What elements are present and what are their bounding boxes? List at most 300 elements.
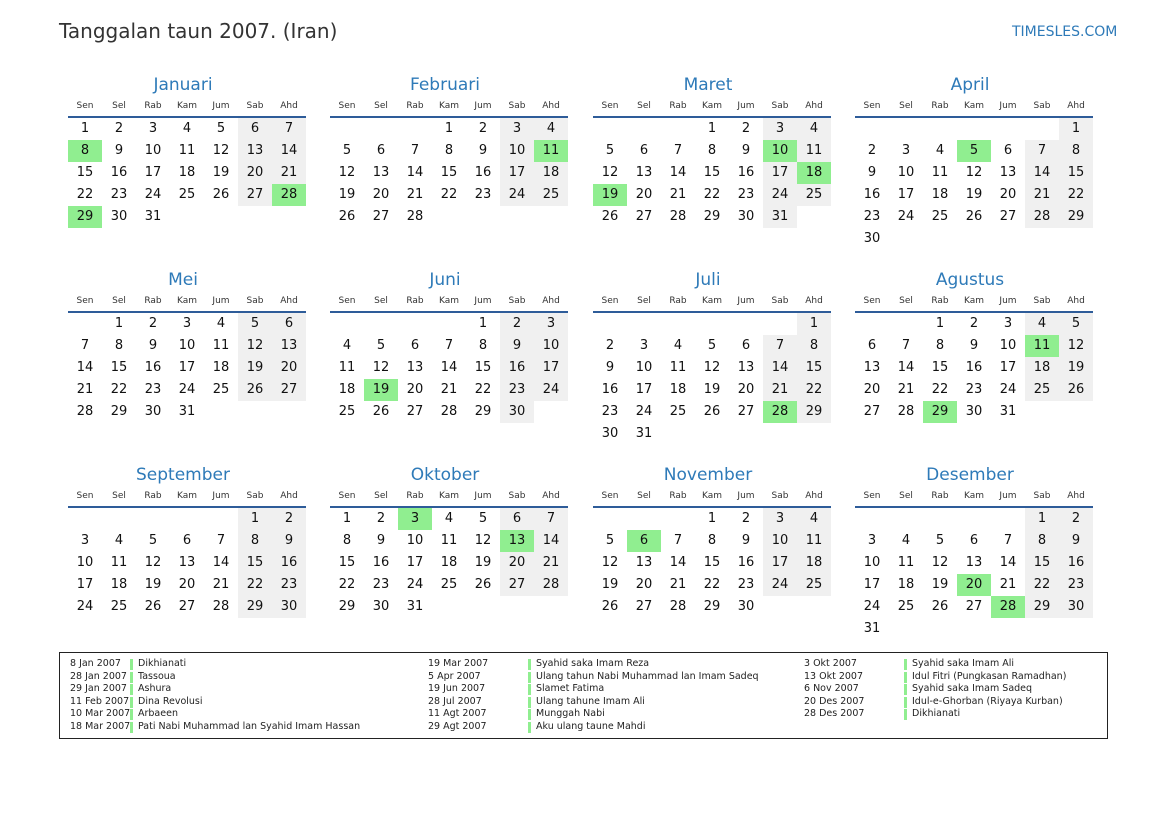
weekday-label: Rab [144,101,162,111]
holiday-date: 8 Jan 2007 [70,658,121,669]
holiday-day-cell: 13 [500,530,534,552]
day-cell: 25 [110,599,128,614]
day-cell: 3 [534,313,568,335]
day-cell: 13 [238,140,272,162]
holiday-day-cell: 11 [1025,335,1059,357]
day-cell: 4 [342,338,352,353]
weekday-label: Sel [374,491,388,501]
holiday-date: 29 Agt 2007 [428,720,487,732]
day-cell: 28 [534,574,568,596]
day-cell: 23 [863,209,881,224]
holiday-date: 10 Mar 2007 [70,708,131,719]
day-cell: 8 [935,338,945,353]
holiday-day-cell: 5 [957,140,991,162]
weekday-label: Kam [963,491,985,501]
day-grid [855,118,1093,250]
day-cell: 24 [178,382,196,397]
day-cell: 10 [763,530,797,552]
holiday-column [428,658,759,733]
weekday-header [593,489,831,508]
empty-cell [272,206,306,228]
day-cell: 30 [372,599,390,614]
empty-cell [797,206,831,228]
day-cell: 16 [500,357,534,379]
week-row [593,596,831,618]
day-cell: 26 [338,209,356,224]
day-cell: 17 [763,162,797,184]
week-row [68,313,306,335]
holiday-name: Ulang tahun Nabi Muhammad lan Imam Sadeq [536,670,759,682]
weekday-label: Sel [112,296,126,306]
day-cell: 1 [478,316,488,331]
day-cell: 17 [897,187,915,202]
day-cell: 27 [737,404,755,419]
holiday-day-cell: 3 [398,508,432,530]
day-cell: 29 [1059,206,1093,228]
day-cell: 27 [272,379,306,401]
week-row [68,206,306,228]
weekday-label: Sen [338,491,356,501]
weekday-label: Rab [406,491,424,501]
day-cell: 1 [707,511,717,526]
week-row [593,118,831,140]
day-cell: 27 [500,574,534,596]
empty-cell [957,228,991,250]
day-cell: 14 [406,165,424,180]
day-cell: 26 [703,404,721,419]
weekday-label: Sab [1033,101,1051,111]
holiday-name: Idul Fitri (Pungkasan Ramadhan) [912,670,1067,682]
holiday-marker [904,697,907,708]
day-cell: 15 [474,360,492,375]
day-cell: 27 [372,209,390,224]
week-row [68,140,306,162]
day-cell: 11 [931,165,949,180]
holiday-name: Dikhianati [138,658,187,669]
empty-cell [204,508,238,530]
day-cell: 23 [1059,574,1093,596]
empty-cell [923,228,957,250]
holiday-marker [528,659,531,670]
day-cell: 14 [999,555,1017,570]
holiday-name: Idul-e-Ghorban (Riyaya Kurban) [912,695,1063,707]
empty-cell [855,118,889,140]
day-cell: 28 [212,599,230,614]
day-cell: 9 [500,335,534,357]
day-cell: 3 [639,338,649,353]
day-cell: 5 [605,533,615,548]
holiday-date: 11 Agt 2007 [428,708,487,719]
week-row [330,313,568,335]
day-cell: 19 [238,357,272,379]
day-cell: 9 [867,165,877,180]
day-cell: 8 [707,143,717,158]
week-row [330,162,568,184]
day-cell: 21 [272,162,306,184]
day-cell: 24 [897,209,915,224]
weekday-header [855,99,1093,118]
weekday-label: Sen [338,101,356,111]
weekday-label: Kam [963,296,985,306]
weekday-label: Sel [899,491,913,501]
day-cell: 14 [440,360,458,375]
week-row [855,228,1093,250]
day-grid [68,508,306,618]
day-cell: 6 [272,313,306,335]
weekday-label: Rab [406,296,424,306]
day-cell: 13 [372,165,390,180]
day-cell: 16 [474,165,492,180]
holiday-column [70,658,360,733]
holiday-marker [528,697,531,708]
weekday-label: Ahd [805,101,823,111]
day-cell: 7 [1025,140,1059,162]
day-cell: 20 [178,577,196,592]
holiday-day-cell: 28 [991,596,1025,618]
day-cell: 19 [601,577,619,592]
day-cell: 30 [737,209,755,224]
holiday-day-cell: 11 [534,140,568,162]
day-cell: 27 [863,404,881,419]
day-cell: 15 [703,555,721,570]
weekday-label: Ahd [805,296,823,306]
day-cell: 22 [1025,574,1059,596]
week-row [68,574,306,596]
day-cell: 5 [605,143,615,158]
empty-cell [1025,401,1059,423]
day-cell: 24 [144,187,162,202]
day-cell: 10 [534,335,568,357]
day-cell: 17 [500,162,534,184]
week-row [855,379,1093,401]
empty-cell [534,206,568,228]
day-cell: 18 [440,555,458,570]
day-cell: 18 [338,382,356,397]
empty-cell [432,596,466,618]
day-cell: 22 [703,187,721,202]
day-cell: 26 [238,379,272,401]
day-cell: 31 [406,599,424,614]
empty-cell [889,228,923,250]
week-row [593,508,831,530]
weekday-label: Jum [474,491,492,501]
day-cell: 16 [863,187,881,202]
day-cell: 17 [76,577,94,592]
weekday-header [68,489,306,508]
empty-cell [238,206,272,228]
weekday-label: Sen [863,491,881,501]
day-cell: 12 [338,165,356,180]
empty-cell [855,313,889,335]
day-cell: 4 [673,338,683,353]
day-cell: 23 [500,379,534,401]
empty-cell [204,206,238,228]
day-cell: 15 [238,552,272,574]
empty-cell [957,118,991,140]
holiday-day-cell: 19 [593,184,627,206]
holiday-name: Dina Revolusi [138,695,203,707]
empty-cell [204,401,238,423]
week-row [855,618,1093,640]
weekday-label: Sen [601,491,619,501]
day-cell: 18 [534,162,568,184]
day-cell: 27 [635,599,653,614]
weekday-label: Sen [76,296,94,306]
empty-cell [102,508,136,530]
day-cell: 25 [338,404,356,419]
weekday-header [593,99,831,118]
weekday-label: Ahd [542,296,560,306]
day-cell: 1 [935,316,945,331]
day-cell: 5 [707,338,717,353]
holiday-entry [804,658,1066,671]
holiday-marker [904,672,907,683]
day-cell: 9 [1059,530,1093,552]
weekday-label: Sen [601,101,619,111]
weekday-label: Kam [701,491,723,501]
day-cell: 16 [372,555,390,570]
day-cell: 23 [965,382,983,397]
day-cell: 21 [76,382,94,397]
month-title: September [136,465,230,485]
day-cell: 2 [1059,508,1093,530]
empty-cell [238,401,272,423]
day-cell: 7 [80,338,90,353]
week-row [855,596,1093,618]
week-row [68,508,306,530]
day-cell: 23 [144,382,162,397]
month-title: Februari [410,75,480,95]
weekday-label: Sen [76,101,94,111]
empty-cell [695,313,729,335]
day-cell: 4 [114,533,124,548]
day-cell: 14 [669,555,687,570]
day-cell: 22 [238,574,272,596]
site-link[interactable]: TIMESLES.COM [1012,24,1118,40]
week-row [593,401,831,423]
day-cell: 10 [406,533,424,548]
day-cell: 19 [474,555,492,570]
day-cell: 10 [897,165,915,180]
day-cell: 30 [965,404,983,419]
day-cell: 23 [110,187,128,202]
holiday-day-cell: 28 [763,401,797,423]
day-cell: 14 [1025,162,1059,184]
day-cell: 26 [965,209,983,224]
day-cell: 4 [182,121,192,136]
empty-cell [500,206,534,228]
day-cell: 23 [474,187,492,202]
week-row [330,357,568,379]
empty-cell [398,313,432,335]
weekday-label: Jum [212,491,230,501]
empty-cell [957,508,991,530]
holiday-entry [804,696,1066,709]
day-cell: 7 [673,533,683,548]
day-cell: 11 [212,338,230,353]
day-cell: 28 [406,209,424,224]
day-cell: 21 [897,382,915,397]
day-cell: 1 [797,313,831,335]
day-cell: 23 [737,577,755,592]
day-cell: 25 [212,382,230,397]
day-cell: 12 [601,555,619,570]
holiday-name: Syahid saka Imam Reza [536,658,650,669]
day-cell: 18 [669,382,687,397]
empty-cell [661,423,695,445]
day-cell: 3 [500,118,534,140]
day-cell: 29 [338,599,356,614]
empty-cell [729,313,763,335]
day-grid [855,313,1093,423]
weekday-header [68,99,306,118]
empty-cell [957,618,991,640]
day-cell: 16 [737,555,755,570]
day-cell: 6 [182,533,192,548]
day-cell: 27 [238,184,272,206]
day-cell: 27 [406,404,424,419]
day-cell: 21 [999,577,1017,592]
month-april [847,74,1093,250]
day-cell: 16 [1059,552,1093,574]
empty-cell [1025,118,1059,140]
day-cell: 25 [440,577,458,592]
weekday-header [593,294,831,313]
day-cell: 21 [440,382,458,397]
day-cell: 22 [110,382,128,397]
day-cell: 22 [440,187,458,202]
day-cell: 2 [376,511,386,526]
day-cell: 11 [440,533,458,548]
empty-cell [432,206,466,228]
holiday-date: 3 Okt 2007 [804,658,857,669]
day-cell: 14 [272,140,306,162]
day-cell: 21 [763,379,797,401]
day-cell: 14 [212,555,230,570]
day-cell: 20 [406,382,424,397]
weekday-label: Kam [438,101,460,111]
day-cell: 26 [1059,379,1093,401]
day-cell: 1 [114,316,124,331]
day-cell: 4 [797,508,831,530]
holiday-marker [528,684,531,695]
day-cell: 1 [1059,118,1093,140]
week-row [855,118,1093,140]
weekday-label: Sen [76,491,94,501]
month-title: Maret [683,75,733,95]
day-cell: 21 [1025,184,1059,206]
month-title: Mei [168,270,198,290]
day-cell: 13 [635,555,653,570]
day-cell: 4 [444,511,454,526]
weekday-label: Sab [508,101,526,111]
holiday-entry [428,671,759,684]
day-cell: 23 [737,187,755,202]
weekday-label: Ahd [542,101,560,111]
day-cell: 8 [707,533,717,548]
page-title: Tanggalan taun 2007. (Iran) [59,19,338,43]
holiday-entry [428,683,759,696]
day-cell: 2 [969,316,979,331]
day-cell: 8 [478,338,488,353]
weekday-label: Ahd [1067,101,1085,111]
empty-cell [364,313,398,335]
day-cell: 29 [1025,596,1059,618]
day-cell: 5 [238,313,272,335]
week-row [593,140,831,162]
weekday-label: Jum [737,491,755,501]
day-cell: 8 [1059,140,1093,162]
empty-cell [889,313,923,335]
week-row [330,574,568,596]
day-cell: 13 [406,360,424,375]
weekday-label: Sen [338,296,356,306]
holiday-marker [130,672,133,683]
weekday-label: Ahd [1067,491,1085,501]
empty-cell [923,118,957,140]
week-row [68,335,306,357]
weekday-label: Sab [508,296,526,306]
month-title: Juni [429,270,461,290]
day-cell: 8 [797,335,831,357]
day-cell: 18 [931,187,949,202]
day-cell: 29 [703,599,721,614]
holiday-date: 13 Okt 2007 [804,670,864,682]
day-cell: 22 [474,382,492,397]
holiday-marker [528,722,531,733]
week-row [593,423,831,445]
week-row [68,401,306,423]
day-cell: 27 [635,209,653,224]
day-cell: 18 [212,360,230,375]
month-desember [847,464,1093,640]
day-cell: 7 [410,143,420,158]
day-cell: 5 [216,121,226,136]
day-cell: 8 [444,143,454,158]
day-cell: 4 [1025,313,1059,335]
holiday-marker [904,709,907,720]
day-cell: 28 [669,209,687,224]
day-cell: 21 [669,187,687,202]
weekday-label: Sel [112,101,126,111]
day-cell: 6 [500,508,534,530]
day-cell: 12 [703,360,721,375]
day-cell: 16 [601,382,619,397]
empty-cell [330,118,364,140]
day-cell: 29 [797,401,831,423]
day-cell: 1 [238,508,272,530]
holiday-date: 6 Nov 2007 [804,683,859,694]
month-januari [60,74,306,228]
holiday-entry [70,696,360,709]
empty-cell [661,313,695,335]
empty-cell [991,118,1025,140]
holiday-name: Ulang tahune Imam Ali [536,695,645,707]
weekday-label: Kam [963,101,985,111]
week-row [330,118,568,140]
empty-cell [170,508,204,530]
day-cell: 10 [863,555,881,570]
week-row [855,552,1093,574]
day-cell: 21 [212,577,230,592]
day-cell: 11 [178,143,196,158]
day-cell: 11 [797,530,831,552]
day-cell: 10 [999,338,1017,353]
week-row [593,184,831,206]
week-row [68,530,306,552]
day-cell: 10 [500,140,534,162]
holiday-date: 29 Jan 2007 [70,683,127,694]
